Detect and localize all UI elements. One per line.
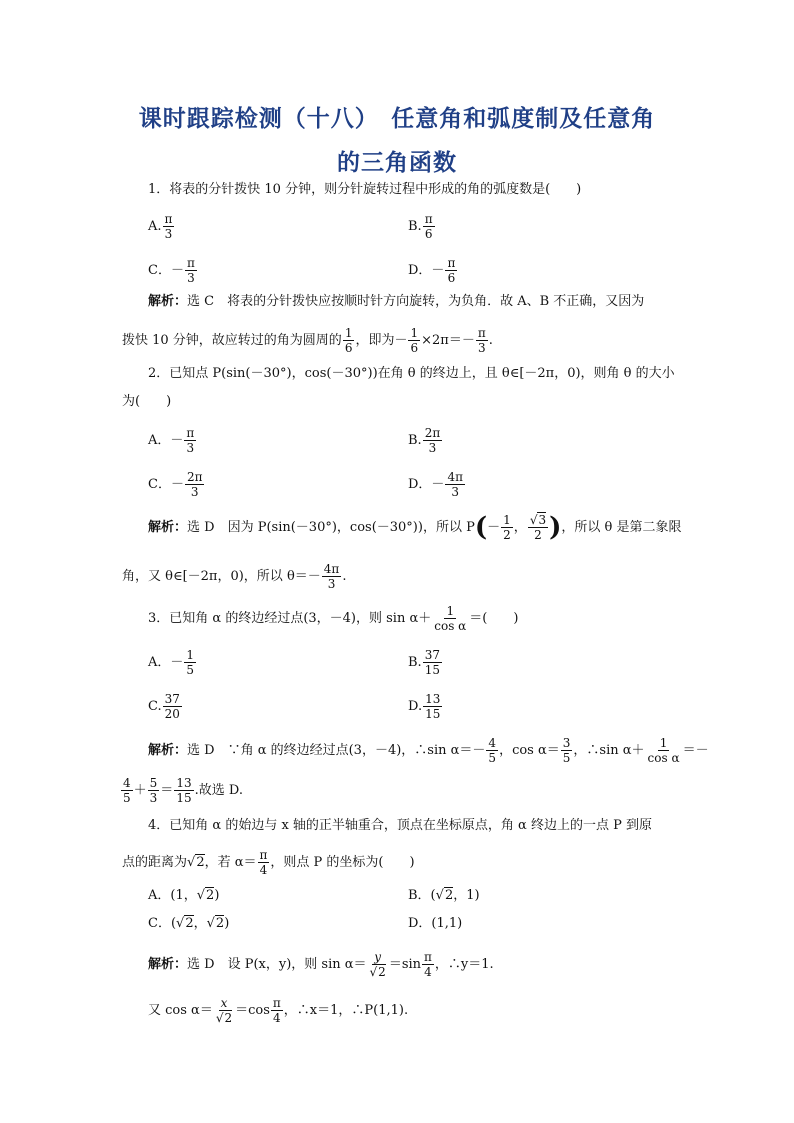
numerator: 1 [186,648,195,662]
q1-option-d [408,256,458,285]
fraction [368,950,388,979]
radicand: 2 [196,855,205,870]
option-label: D. [408,699,423,714]
solution-text: ，cos α＝ [499,743,560,758]
option-label: C. [148,699,162,714]
option-label: B. [408,655,422,670]
numerator: 2π [186,470,203,484]
q4-option-d: D．(1,1) [408,916,463,931]
option-end: ) [214,888,220,903]
q4-stem-line2 [122,848,415,877]
solution-text: ＝sin [388,957,422,972]
solution-text: 拨快 10 分钟，故应转过的角为圆周的 [122,333,342,348]
right-paren: ) [549,512,562,543]
radicand: 2 [444,888,454,903]
numerator: 3 [562,736,571,750]
q2-solution-line1 [148,513,682,542]
sqrt-icon: √ [369,965,378,979]
option-label: A．(1， [148,888,197,903]
denominator: 6 [344,341,353,355]
sqrt-icon: √ [196,888,206,903]
solution-label: 解析： [148,743,188,758]
fraction [422,950,434,979]
option-label: C．－ [148,477,184,492]
numerator: π [424,212,433,226]
solution-text: .故选 D. [194,783,243,798]
denominator: 3 [428,441,437,455]
fraction [423,692,442,721]
q2-solution-line2 [122,562,346,591]
radicand: 3 [538,513,547,527]
fraction [271,996,283,1025]
fraction [646,736,682,765]
fraction [423,426,443,455]
numerator: 1 [410,326,419,340]
denominator: 6 [424,227,433,241]
option-mid: ， [193,916,207,931]
numerator: 1 [503,513,511,527]
solution-text: 选 C 将表的分针拨快应按顺时针方向旋转，为负角．故 A、B 不正确，又因为 [187,294,645,309]
q4-option-a [148,886,219,906]
fraction [408,326,420,355]
q4-option-b [408,886,480,906]
q3-option-b [408,648,443,677]
solution-label: 解析： [148,957,188,972]
q3-option-c [148,692,183,721]
option-label: B. [408,219,422,234]
option-end: ，1) [453,888,480,903]
fraction [185,256,197,285]
option-label: C．( [148,916,177,931]
numerator: 5 [149,776,158,790]
fraction [174,776,193,805]
option-label: B. [408,433,422,448]
numerator: 4 [488,736,497,750]
denominator: cos α [647,751,680,765]
denominator: 4 [259,863,268,877]
numerator: 1 [446,604,455,618]
fraction [184,426,196,455]
radicand: 2 [185,916,194,931]
numerator: π [186,426,195,440]
denominator: 4 [273,1011,281,1025]
solution-text: ，∴x＝1，∴P(1,1). [283,1003,409,1018]
denominator: 3 [149,791,158,805]
numerator: π [186,256,195,270]
option-label: D．－ [408,477,445,492]
numerator: π [424,950,432,964]
denominator: 6 [410,341,419,355]
fraction [343,326,355,355]
fraction [432,604,468,633]
sqrt-icon: √ [176,916,185,931]
comma: ， [513,520,527,535]
q1-option-c [148,256,198,285]
denominator: 3 [451,485,460,499]
denominator: 5 [123,791,131,805]
denominator: 5 [186,663,195,677]
denominator: 3 [477,341,486,355]
sqrt-icon: √ [215,1011,224,1025]
fraction [214,996,234,1025]
q1-option-a [148,212,175,241]
fraction [476,326,488,355]
numerator: π [447,256,456,270]
option-label: A．－ [148,655,184,670]
minus-sign: － [487,520,501,535]
stem-text: ，则点 P 的坐标为( ) [270,855,415,870]
solution-text: 角，又 θ∈[－2π，0)，所以 θ＝－ [122,569,321,584]
q1-stem: 1．将表的分针拨快 10 分钟，则分针旋转过程中形成的角的弧度数是( ) [148,182,582,197]
denominator: 5 [562,751,571,765]
q4-option-c [148,914,229,934]
solution-text: ，∴sin α＋ [573,743,645,758]
numerator: x [220,996,228,1010]
denominator: 3 [186,441,195,455]
period: . [488,333,493,348]
fraction [258,848,270,877]
fraction [163,212,175,241]
denominator: 3 [187,271,195,285]
q2-option-a [148,426,197,455]
q3-option-a [148,648,197,677]
radicand: 2 [215,916,225,931]
fraction [486,736,498,765]
denominator: 5 [488,751,497,765]
q3-solution-line1 [148,736,709,765]
numerator: 13 [176,776,192,790]
q2-option-c [148,470,205,499]
solution-text: ＝cos [235,1003,270,1018]
solution-text: ＝－ [682,743,709,758]
numerator: 13 [425,692,441,706]
stem-text: ，若 α＝ [204,855,257,870]
fraction [322,562,342,591]
numerator: 2π [424,426,441,440]
q1-solution-line1 [148,292,644,312]
q3-option-d [408,692,443,721]
denominator [368,965,388,979]
q3-solution-line2 [120,776,243,805]
q3-stem [148,604,518,633]
option-end: ) [224,916,230,931]
numerator: 1 [659,736,668,750]
option-label: A．－ [148,433,184,448]
stem-text: 3．已知角 α 的终边经过点(3，－4)，则 sin α＋ [148,611,432,626]
fraction [148,776,160,805]
denominator [214,1011,234,1025]
solution-label: 解析： [148,294,188,309]
numerator: 4π [323,562,340,576]
radicand: 2 [378,965,386,979]
q1-option-b [408,212,436,241]
solution-text: 选 D ∵角 α 的终边经过点(3，－4)，∴sin α＝－ [187,743,486,758]
denominator: 2 [503,528,511,542]
period: . [342,569,347,584]
q4-solution-line1 [148,950,494,979]
numerator: 37 [164,692,180,706]
denominator: 15 [424,663,440,677]
sqrt-icon: √ [435,888,444,903]
fraction [121,776,133,805]
numerator: 4π [447,470,463,484]
solution-text: ×2π＝－ [421,333,475,348]
numerator: π [259,848,268,862]
sqrt-icon: √ [187,855,196,870]
page-title-line1: 课时跟踪检测（十八） 任意角和弧度制及任意角 [138,106,656,132]
radicand: 2 [224,1011,233,1025]
numerator: π [164,212,173,226]
numerator: 37 [424,648,440,662]
denominator: cos α [434,619,467,633]
option-label: B．( [408,888,436,903]
numerator [528,513,548,528]
solution-text: ，∴y＝1. [434,957,494,972]
solution-label: 解析： [148,520,188,535]
solution-text: 选 D 设 P(x，y)，则 sin α＝ [187,957,367,972]
denominator: 3 [327,577,336,591]
numerator: y [374,950,382,964]
option-label: A. [148,219,162,234]
fraction [423,648,442,677]
denominator: 3 [164,227,173,241]
numerator: π [272,996,281,1010]
fraction [445,470,465,499]
plus-sign: ＋ [133,783,147,798]
fraction [163,692,182,721]
q2-option-b [408,426,443,455]
denominator: 6 [447,271,456,285]
fraction [528,513,548,542]
solution-text: 又 cos α＝ [148,1003,213,1018]
q4-solution-line2 [148,996,408,1025]
sqrt-icon: √ [206,916,215,931]
equals-sign: ＝ [160,783,174,798]
q1-solution-line2 [122,326,493,355]
solution-text: ，所以 θ 是第二象限 [561,520,682,535]
numerator: 1 [344,326,353,340]
option-label: D．－ [408,263,445,278]
q2-option-d [408,470,466,499]
numerator: 4 [123,776,131,790]
q2-stem-line1: 2．已知点 P(sin(－30°)，cos(－30°))在角 θ 的终边上，且 θ∈[－2π，0)，则角 θ 的大小 [148,366,675,381]
sqrt-icon: √ [529,513,538,527]
fraction [561,736,573,765]
q4-stem-line1: 4．已知角 α 的始边与 x 轴的正半轴重合，顶点在坐标原点，角 α 终边上的一点 P 到原 [148,818,652,833]
fraction [185,470,205,499]
fraction [445,256,457,285]
fraction [184,648,196,677]
denominator: 4 [424,965,432,979]
option-label: C．－ [148,263,184,278]
denominator: 3 [190,485,199,499]
denominator: 15 [176,791,192,805]
q2-stem-line2: 为( ) [122,394,172,409]
stem-text: ＝( ) [469,611,519,626]
stem-text: 点的距离为 [122,855,188,870]
fraction [423,212,435,241]
page-title-line2: 的三角函数 [337,150,457,176]
solution-text: ，即为－ [355,333,408,348]
left-paren: ( [474,512,488,543]
solution-text: 选 D 因为 P(sin(－30°)，cos(－30°))，所以 P [187,520,475,535]
numerator: π [477,326,486,340]
denominator: 20 [164,707,180,721]
radicand: 2 [206,888,215,903]
denominator: 2 [534,528,542,542]
denominator: 15 [425,707,441,721]
fraction [501,513,513,542]
